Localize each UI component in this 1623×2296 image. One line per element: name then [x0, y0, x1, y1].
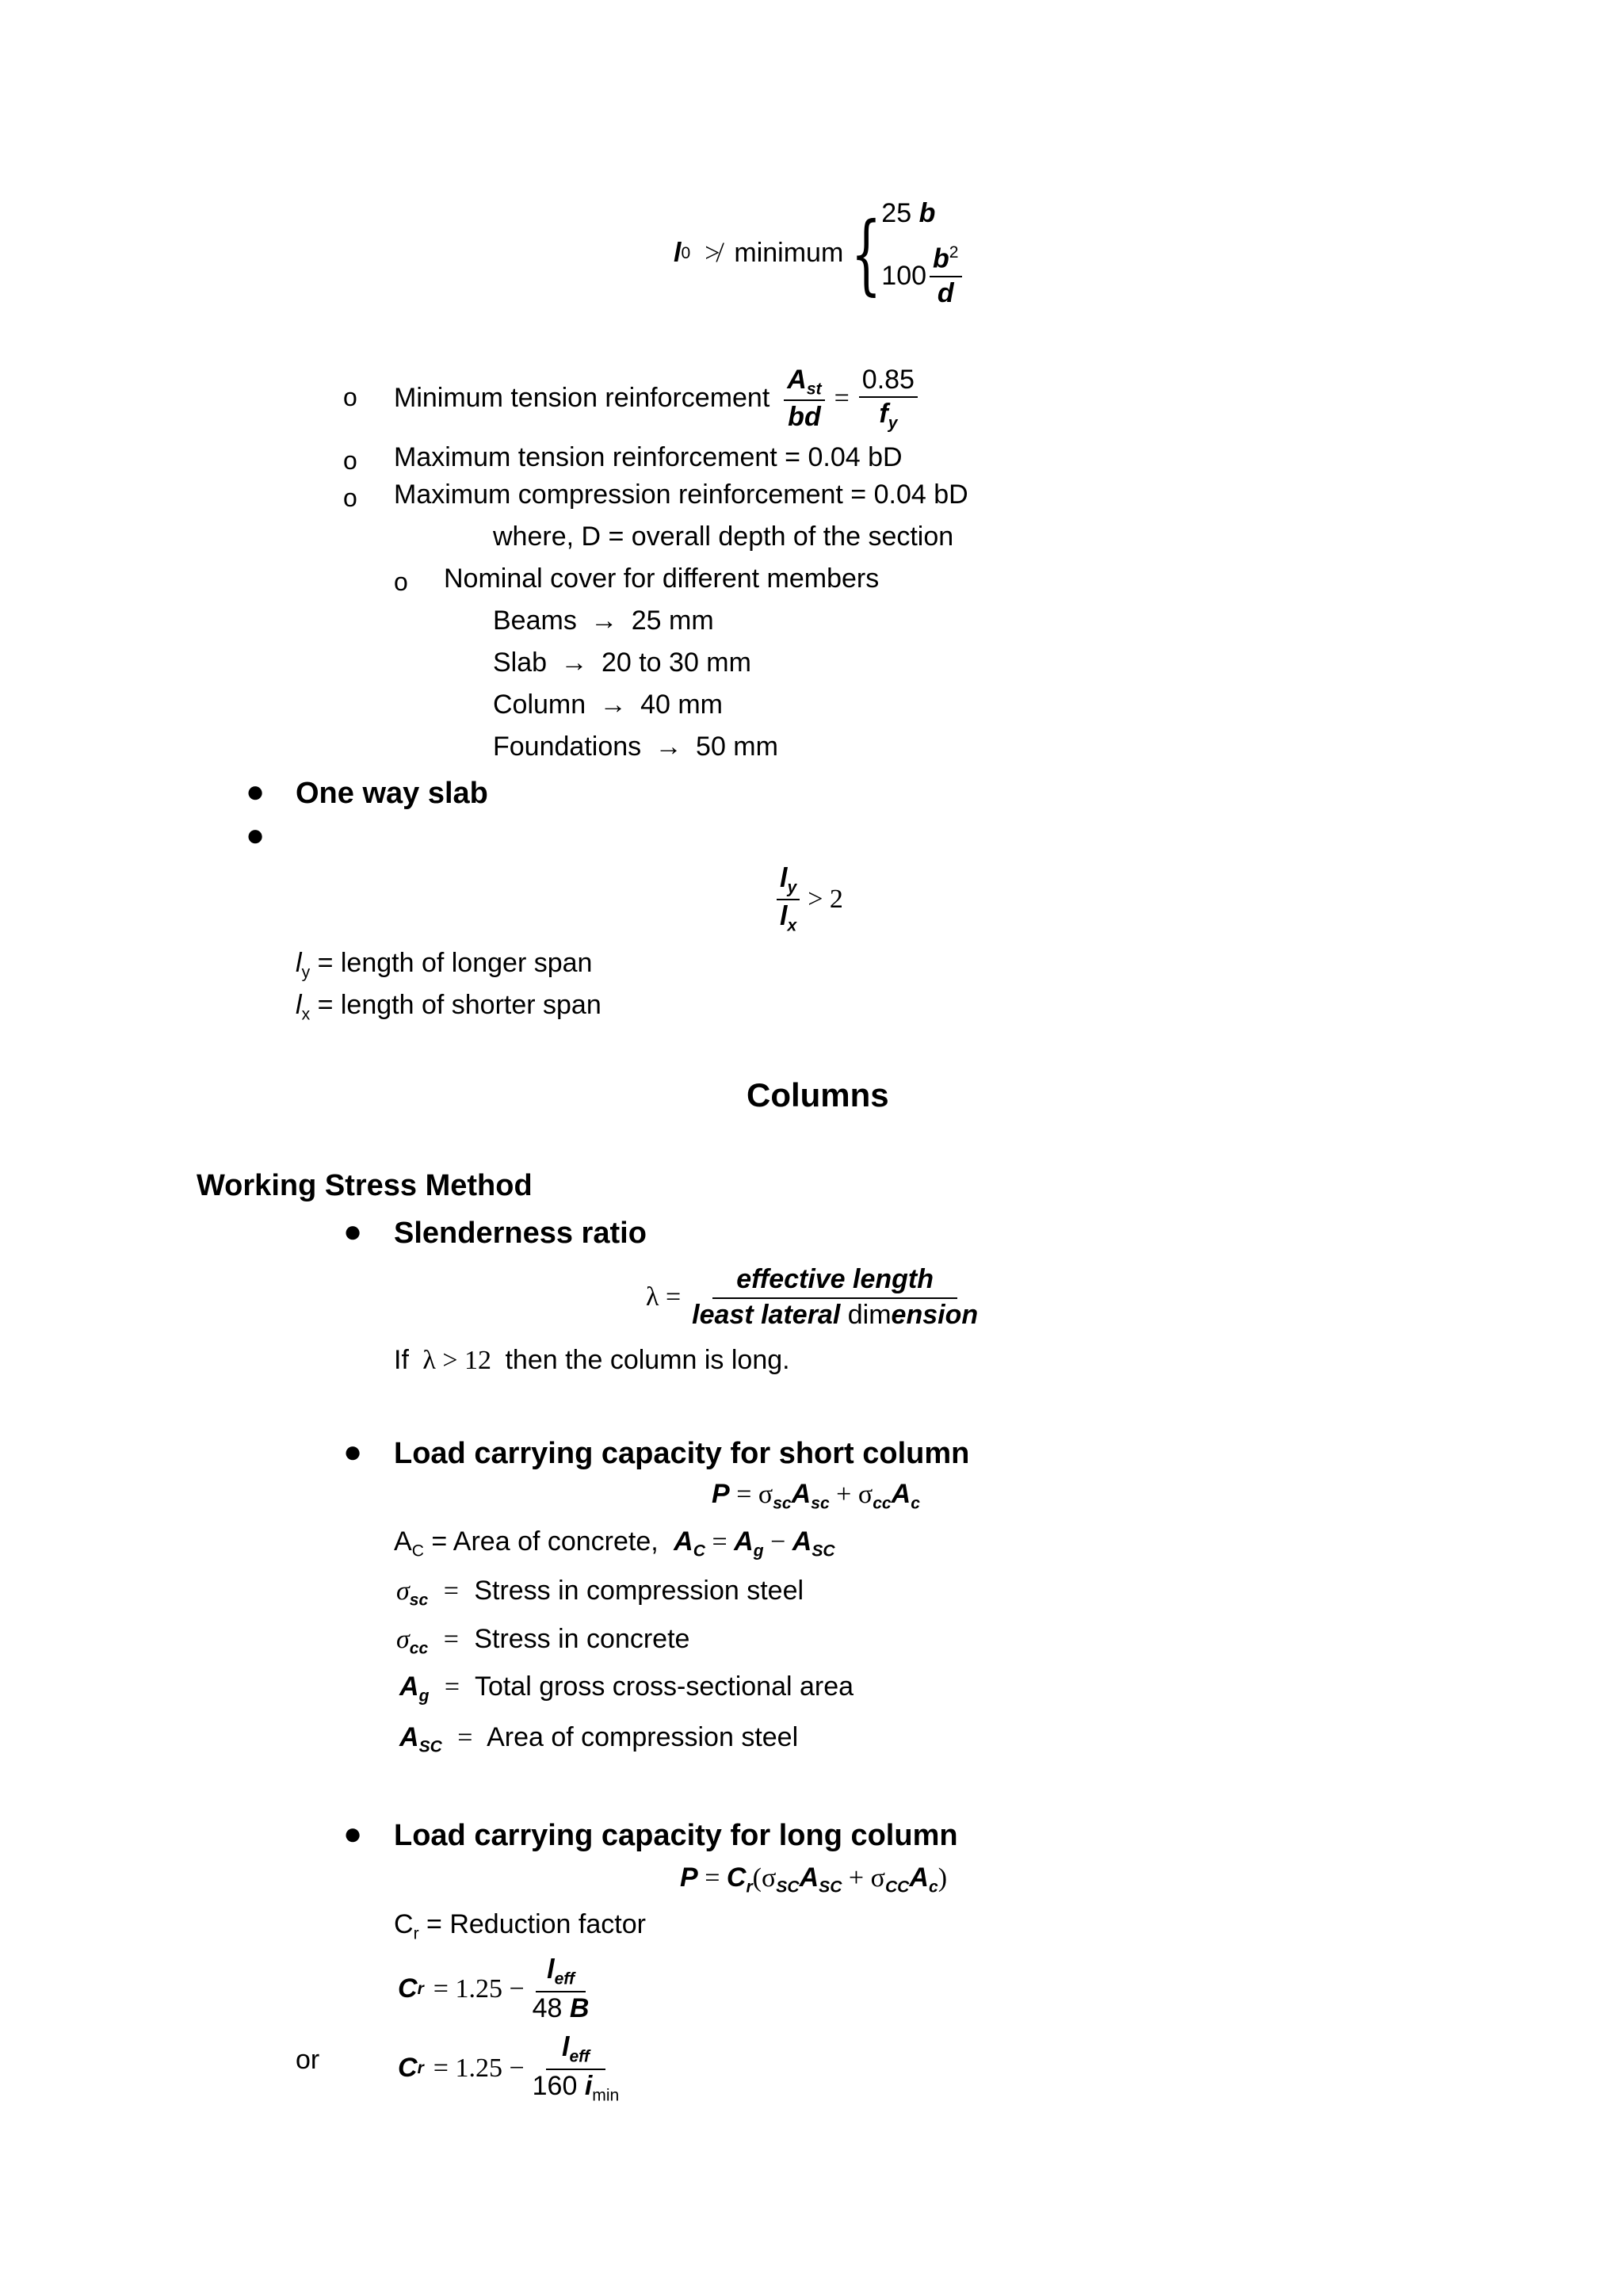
- sigma-cc-definition: $\sigma_{cc}$ = Stress in concrete: [396, 1624, 690, 1658]
- cover-item-column: Column → 40 mm: [493, 690, 723, 720]
- long-column-formula: $P = C_r(\sigma_{SC}A_{SC} + \sigma_{CC}A_c)$: [680, 1862, 948, 1897]
- l0-limit-formula: l 0 ≯ minimum { 25 b 100 $\frac{b^2}{d}$: [674, 194, 962, 313]
- ly-definition: $l_y$ = length of longer span: [296, 948, 593, 982]
- bullet-dot-icon: ●: [343, 1214, 363, 1249]
- short-column-formula: $P = \sigma_{sc}A_{sc} + \sigma_{cc}A_c$: [712, 1479, 920, 1513]
- working-stress-method-title: Working Stress Method: [197, 1169, 533, 1202]
- bullet-dot-icon: ●: [246, 818, 265, 853]
- min-tension-line: Minimum tension reinforcement $\frac{A_{st}}{bd}$ = $\frac{0.85}{f_y}$: [394, 361, 918, 437]
- circle-bullet-icon: o: [343, 446, 357, 475]
- bullet-dot-icon: ●: [343, 1817, 363, 1851]
- right-arrow-icon: →: [655, 732, 682, 762]
- cr-formula-2: C r = 1.25 − $\frac{l_{eff}}{160 i_{min}}$: [398, 2031, 620, 2104]
- not-greater-symbol: ≯: [705, 239, 720, 269]
- 085-fy-fraction: $\frac{0.85}{f_y}$: [859, 365, 918, 434]
- slenderness-title: Slenderness ratio: [394, 1217, 647, 1250]
- asc-definition: $A_{SC}$ = Area of compression steel: [399, 1722, 799, 1756]
- cover-item-beams: Beams → 25 mm: [493, 606, 714, 636]
- cover-item-foundations: Foundations → 50 mm: [493, 732, 778, 762]
- area-of-concrete-definition: $A_C$ = Area of concrete, $A_C = A_g - A_{SC}$: [394, 1526, 835, 1561]
- cover-item-slab: Slab → 20 to 30 mm: [493, 648, 751, 678]
- span-ratio-formula: $\frac{l_y}{l_x}$ > 2: [777, 860, 843, 939]
- bullet-dot-icon: ●: [246, 774, 265, 809]
- l0-cases: [881, 198, 961, 309]
- sigma-sc-definition: $\sigma_{sc}$ = Stress in compression steel: [396, 1576, 804, 1610]
- right-arrow-icon: →: [590, 606, 618, 636]
- long-column-note: If λ > 12 then the column is long.: [394, 1345, 790, 1375]
- max-tension-text: Maximum tension reinforcement = 0.04 bD: [394, 442, 903, 472]
- reduction-factor-definition: $C_r$ = Reduction factor: [394, 1909, 646, 1943]
- minimum-word: minimum: [734, 238, 844, 269]
- ag-definition: $A_g$ = Total gross cross-sectional area: [399, 1671, 854, 1706]
- slenderness-formula: λ = $\frac{\text{effective length}}{\text{least lateral dimension}}$: [646, 1264, 979, 1330]
- l0-symbol: l: [674, 238, 682, 269]
- one-way-slab-title: One way slab: [296, 777, 488, 810]
- bullet-dot-icon: ●: [343, 1435, 363, 1469]
- right-arrow-icon: →: [560, 648, 588, 678]
- circle-bullet-icon: o: [343, 383, 357, 411]
- circle-bullet-icon: o: [394, 567, 408, 596]
- long-column-title: Load carrying capacity for long column: [394, 1819, 958, 1852]
- right-arrow-icon: →: [599, 690, 627, 720]
- nominal-cover-title: Nominal cover for different members: [444, 563, 880, 594]
- lx-definition: $l_x$ = length of shorter span: [296, 990, 601, 1024]
- left-brace-icon: {: [851, 203, 882, 304]
- max-compression-text: Maximum compression reinforcement = 0.04 bD: [394, 479, 968, 510]
- columns-heading: Columns: [747, 1076, 889, 1114]
- circle-bullet-icon: o: [343, 483, 357, 512]
- l0-case-2: 100 $\frac{b^2}{d}$: [881, 243, 961, 309]
- ast-bd-fraction: $\frac{A_{st}}{bd}$: [784, 365, 824, 434]
- cr-formula-1: C r = 1.25 − $\frac{l_{eff}}{48 B}$: [398, 1954, 590, 2023]
- where-depth-text: where, D = overall depth of the section: [493, 521, 954, 552]
- or-text: or: [296, 2045, 320, 2075]
- l0-case-1: 25 b: [881, 198, 936, 229]
- short-column-title: Load carrying capacity for short column: [394, 1437, 970, 1470]
